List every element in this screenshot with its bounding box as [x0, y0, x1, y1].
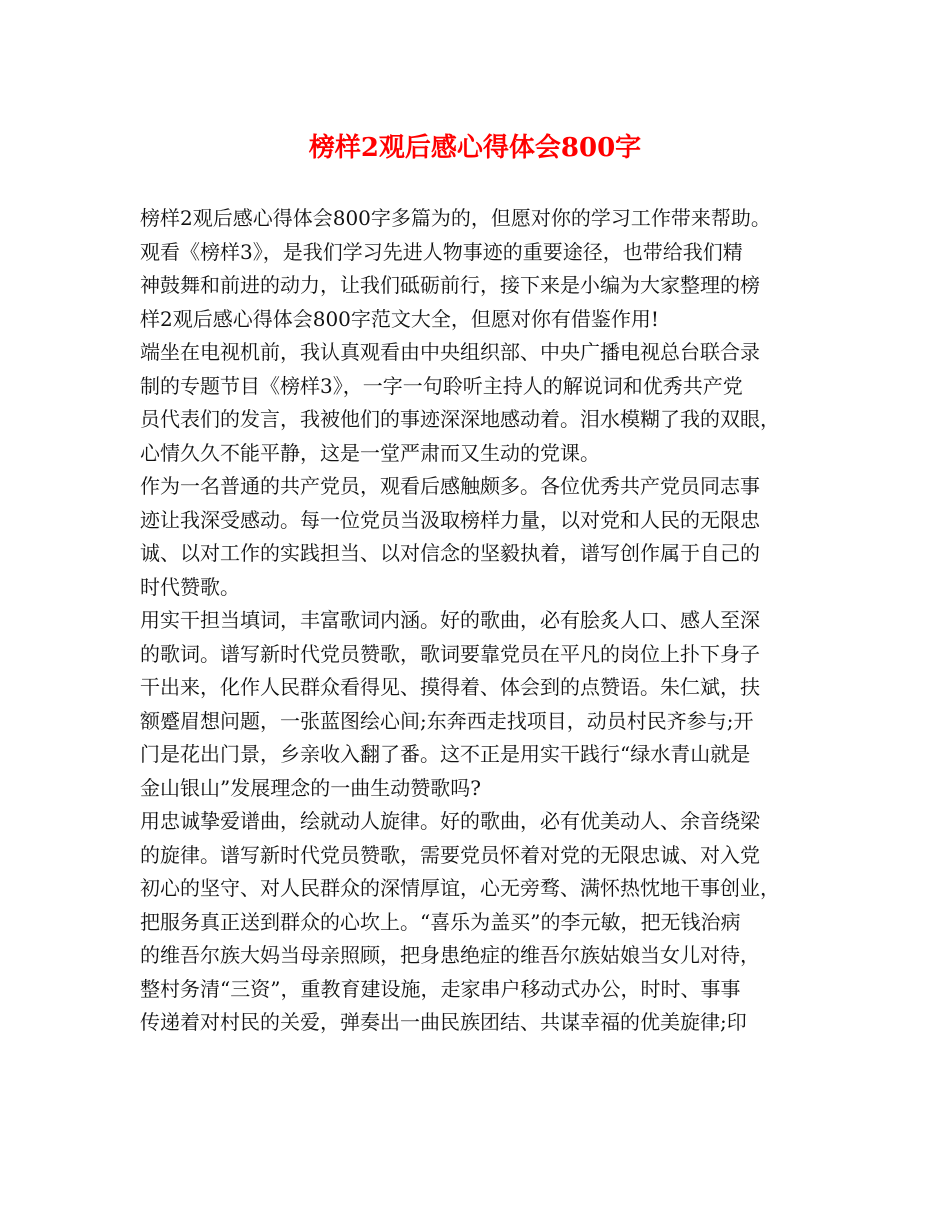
text-line: 迹让我深受感动。每一位党员当汲取榜样力量，以对党和人民的无限忠 — [140, 507, 760, 532]
text-line: 的歌词。谱写新时代党员赞歌，歌词要靠党员在平凡的岗位上扑下身子 — [140, 641, 760, 666]
text-line: 神鼓舞和前进的动力，让我们砥砺前行，接下来是小编为大家整理的榜 — [140, 273, 760, 297]
text-line: 制的专题节目《榜样3》，一字一句聆听主持人的解说词和优秀共产党 — [140, 373, 743, 398]
document-body — [140, 202, 820, 1040]
text-line: 员代表们的发言，我被他们的事迹深深地感动着。泪水模糊了我的双眼， — [140, 407, 780, 431]
text-line: 整村务清“三资”，重教育建设施，走家串户移动式办公，时时、事事 — [140, 976, 741, 1001]
text-line: 作为一名普通的共产党员，观看后感触颇多。各位优秀共产党员同志事 — [140, 474, 760, 498]
text-line: 把服务真正送到群众的心坎上。“喜乐为盖买”的李元敏，把无钱治病 — [140, 909, 741, 934]
text-line: 用实干担当填词，丰富歌词内涵。好的歌曲，必有脍炙人口、感人至深 — [140, 608, 760, 632]
text-line: 诚、以对工作的实践担当、以对信念的坚毅执着，谱写创作属于自己的 — [140, 541, 760, 565]
document-title: 榜样2观后感心得体会800字 — [308, 133, 642, 163]
text-line: 金山银山”发展理念的一曲生动赞歌吗? — [140, 775, 481, 800]
text-line: 用忠诚挚爱谱曲，绘就动人旋律。好的歌曲，必有优美动人、余音绕梁 — [140, 809, 760, 833]
text-line: 心情久久不能平静，这是一堂严肃而又生动的党课。 — [140, 440, 600, 465]
text-line: 传递着对村民的关爱，弹奏出一曲民族团结、共谋幸福的优美旋律;印 — [140, 1010, 747, 1034]
text-line: 干出来，化作人民群众看得见、摸得着、体会到的点赞语。朱仁斌，扶 — [140, 675, 760, 699]
text-line: 观看《榜样3》，是我们学习先进人物事迹的重要途径，也带给我们精 — [140, 239, 743, 264]
text-line: 的旋律。谱写新时代党员赞歌，需要党员怀着对党的无限忠诚、对入党 — [140, 842, 760, 867]
text-line: 额蹙眉想问题，一张蓝图绘心间;东奔西走找项目，动员村民齐参与;开 — [140, 708, 754, 733]
text-line: 门是花出门景，乡亲收入翻了番。这不正是用实干践行“绿水青山就是 — [140, 742, 751, 766]
text-line: 样2观后感心得体会800字范文大全，但愿对你有借鉴作用! — [140, 306, 659, 331]
text-line: 端坐在电视机前，我认真观看由中央组织部、中央广播电视总台联合录 — [140, 340, 760, 364]
text-line: 的维吾尔族大妈当母亲照顾，把身患绝症的维吾尔族姑娘当女儿对待， — [140, 943, 760, 967]
text-line: 初心的坚守、对人民群众的深情厚谊，心无旁骛、满怀热忱地干事创业， — [140, 876, 780, 900]
text-line: 榜样2观后感心得体会800字多篇为的，但愿对你的学习工作带来帮助。 — [140, 206, 771, 230]
text-line: 时代赞歌。 — [140, 574, 240, 599]
